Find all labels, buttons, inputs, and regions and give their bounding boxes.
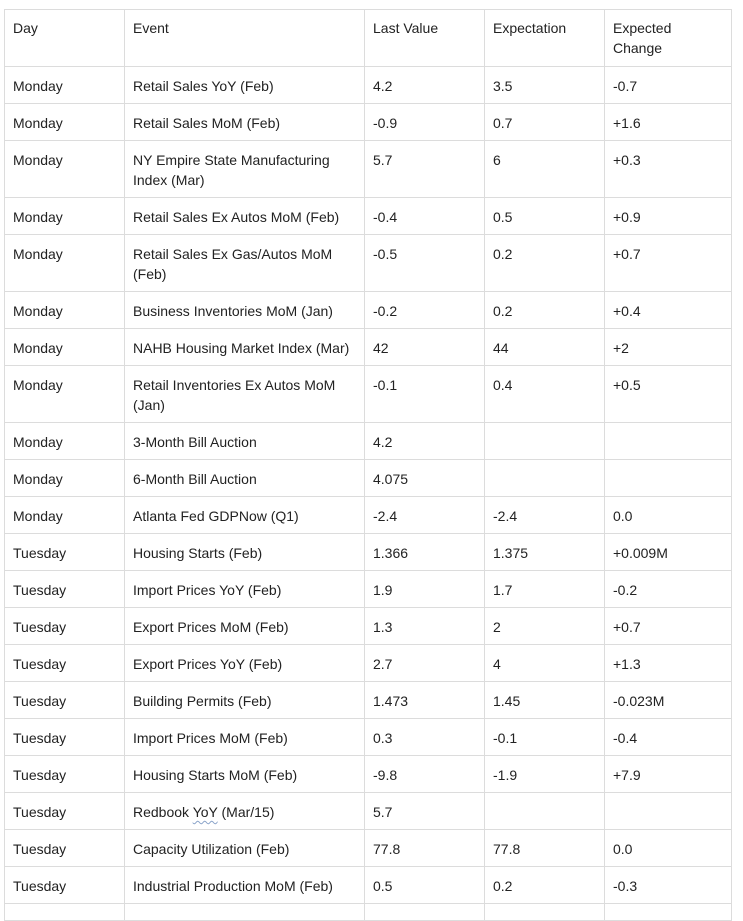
cell-expected-change: -0.4 — [605, 719, 732, 756]
cell-day: Tuesday — [5, 830, 125, 867]
cell-expectation — [485, 423, 605, 460]
table-header-row — [5, 10, 732, 67]
cell-last-value: -9.8 — [365, 756, 485, 793]
cell-last-value: 0.3 — [365, 719, 485, 756]
table-row — [5, 198, 732, 235]
cell-last-value: 0.5 — [365, 867, 485, 904]
cell-day: Tuesday — [5, 534, 125, 571]
cell-last-value: 1.473 — [365, 682, 485, 719]
table-row — [5, 329, 732, 366]
cell-last-value: 4.2 — [365, 423, 485, 460]
cell-last-value: 42 — [365, 329, 485, 366]
cell-event: Housing Starts (Feb) — [125, 534, 365, 571]
cell-day: Monday — [5, 67, 125, 104]
cell-expected-change: +1.6 — [605, 104, 732, 141]
cell-expectation: -1.9 — [485, 756, 605, 793]
cell-event: Housing Starts MoM (Feb) — [125, 756, 365, 793]
cell-day: Tuesday — [5, 756, 125, 793]
cell-expectation: 4 — [485, 645, 605, 682]
header-last-value: Last Value — [365, 10, 485, 67]
economic-calendar-table — [4, 9, 732, 921]
cell-event — [125, 793, 365, 830]
cell-event: Export Prices YoY (Feb) — [125, 645, 365, 682]
cell-expectation: 1.375 — [485, 534, 605, 571]
cell-expected-change: +0.3 — [605, 141, 732, 198]
header-event: Event — [125, 10, 365, 67]
cell-last-value: -0.1 — [365, 366, 485, 423]
cell-expectation: 1.45 — [485, 682, 605, 719]
cell-expected-change: 0.0 — [605, 830, 732, 867]
cell-expected-change — [605, 904, 732, 921]
cell-expectation: 0.2 — [485, 867, 605, 904]
table-row-partial — [5, 904, 732, 921]
cell-day: Monday — [5, 292, 125, 329]
cell-day: Tuesday — [5, 719, 125, 756]
table-row — [5, 534, 732, 571]
cell-expected-change: +7.9 — [605, 756, 732, 793]
cell-event: Atlanta Fed GDPNow (Q1) — [125, 497, 365, 534]
cell-event: NY Empire State Manufacturing Index (Mar) — [125, 141, 365, 198]
header-expectation: Expectation — [485, 10, 605, 67]
table-row — [5, 867, 732, 904]
cell-day: Monday — [5, 235, 125, 292]
table-row — [5, 756, 732, 793]
cell-event: Import Prices MoM (Feb) — [125, 719, 365, 756]
cell-event: 6-Month Bill Auction — [125, 460, 365, 497]
table-row — [5, 830, 732, 867]
cell-day: Monday — [5, 497, 125, 534]
header-day: Day — [5, 10, 125, 67]
cell-expectation: 2 — [485, 608, 605, 645]
cell-day: Monday — [5, 460, 125, 497]
cell-expectation: 3.5 — [485, 67, 605, 104]
cell-event: Business Inventories MoM (Jan) — [125, 292, 365, 329]
cell-expected-change: -0.2 — [605, 571, 732, 608]
cell-expected-change: +0.7 — [605, 235, 732, 292]
table-row — [5, 423, 732, 460]
table-row — [5, 67, 732, 104]
cell-event: Import Prices YoY (Feb) — [125, 571, 365, 608]
cell-day: Monday — [5, 198, 125, 235]
table-row — [5, 645, 732, 682]
cell-last-value: -0.2 — [365, 292, 485, 329]
header-expected-change: Expected Change — [605, 10, 732, 67]
cell-day: Tuesday — [5, 867, 125, 904]
cell-expectation: 0.4 — [485, 366, 605, 423]
cell-event: Retail Sales MoM (Feb) — [125, 104, 365, 141]
spellcheck-flagged-word: YoY — [192, 804, 218, 820]
table-row — [5, 292, 732, 329]
table-row — [5, 460, 732, 497]
cell-last-value: 77.8 — [365, 830, 485, 867]
table-row — [5, 104, 732, 141]
cell-last-value — [365, 904, 485, 921]
cell-expected-change: +0.5 — [605, 366, 732, 423]
cell-last-value: 2.7 — [365, 645, 485, 682]
cell-event — [125, 904, 365, 921]
cell-last-value: 5.7 — [365, 141, 485, 198]
cell-day: Tuesday — [5, 608, 125, 645]
cell-expectation: 0.7 — [485, 104, 605, 141]
cell-event: Retail Sales Ex Autos MoM (Feb) — [125, 198, 365, 235]
cell-last-value: 1.3 — [365, 608, 485, 645]
cell-event: Retail Inventories Ex Autos MoM (Jan) — [125, 366, 365, 423]
cell-day: Tuesday — [5, 682, 125, 719]
cell-expectation — [485, 904, 605, 921]
cell-event: 3-Month Bill Auction — [125, 423, 365, 460]
table-row — [5, 571, 732, 608]
cell-expected-change: +0.009M — [605, 534, 732, 571]
cell-expected-change: 0.0 — [605, 497, 732, 534]
cell-expectation: 44 — [485, 329, 605, 366]
table-row — [5, 682, 732, 719]
cell-event: Export Prices MoM (Feb) — [125, 608, 365, 645]
cell-last-value: -0.9 — [365, 104, 485, 141]
table-row — [5, 366, 732, 423]
event-text-prefix: Redbook — [133, 804, 193, 820]
cell-expectation — [485, 460, 605, 497]
cell-day: Monday — [5, 329, 125, 366]
event-text-suffix: (Mar/15) — [217, 804, 275, 820]
table-row — [5, 608, 732, 645]
cell-day: Monday — [5, 104, 125, 141]
cell-day: Monday — [5, 366, 125, 423]
cell-day: Tuesday — [5, 645, 125, 682]
cell-last-value: -0.5 — [365, 235, 485, 292]
cell-last-value: 5.7 — [365, 793, 485, 830]
cell-expected-change: +2 — [605, 329, 732, 366]
cell-last-value: 1.366 — [365, 534, 485, 571]
cell-day: Tuesday — [5, 793, 125, 830]
cell-expectation: 1.7 — [485, 571, 605, 608]
cell-expectation: 0.2 — [485, 292, 605, 329]
cell-expected-change: +1.3 — [605, 645, 732, 682]
cell-day: Tuesday — [5, 571, 125, 608]
cell-expected-change: -0.3 — [605, 867, 732, 904]
cell-event: Industrial Production MoM (Feb) — [125, 867, 365, 904]
cell-last-value: 4.2 — [365, 67, 485, 104]
cell-last-value: -2.4 — [365, 497, 485, 534]
economic-calendar — [4, 9, 731, 921]
cell-expected-change: -0.023M — [605, 682, 732, 719]
cell-expected-change — [605, 423, 732, 460]
table-row — [5, 793, 732, 830]
table-row — [5, 719, 732, 756]
cell-expectation — [485, 793, 605, 830]
cell-last-value: 1.9 — [365, 571, 485, 608]
table-row — [5, 235, 732, 292]
cell-expectation: -2.4 — [485, 497, 605, 534]
cell-expectation: 77.8 — [485, 830, 605, 867]
cell-expected-change — [605, 793, 732, 830]
cell-expected-change: +0.4 — [605, 292, 732, 329]
cell-expected-change: +0.9 — [605, 198, 732, 235]
cell-last-value: 4.075 — [365, 460, 485, 497]
cell-event: Retail Sales Ex Gas/Autos MoM (Feb) — [125, 235, 365, 292]
cell-expected-change: -0.7 — [605, 67, 732, 104]
cell-event: Capacity Utilization (Feb) — [125, 830, 365, 867]
cell-event: Retail Sales YoY (Feb) — [125, 67, 365, 104]
table-row — [5, 497, 732, 534]
cell-expectation: 6 — [485, 141, 605, 198]
cell-expectation: -0.1 — [485, 719, 605, 756]
cell-event: NAHB Housing Market Index (Mar) — [125, 329, 365, 366]
cell-day: Monday — [5, 423, 125, 460]
cell-expected-change — [605, 460, 732, 497]
cell-day — [5, 904, 125, 921]
table-row — [5, 141, 732, 198]
cell-event: Building Permits (Feb) — [125, 682, 365, 719]
cell-expectation: 0.5 — [485, 198, 605, 235]
cell-last-value: -0.4 — [365, 198, 485, 235]
cell-day: Monday — [5, 141, 125, 198]
cell-expected-change: +0.7 — [605, 608, 732, 645]
cell-expectation: 0.2 — [485, 235, 605, 292]
